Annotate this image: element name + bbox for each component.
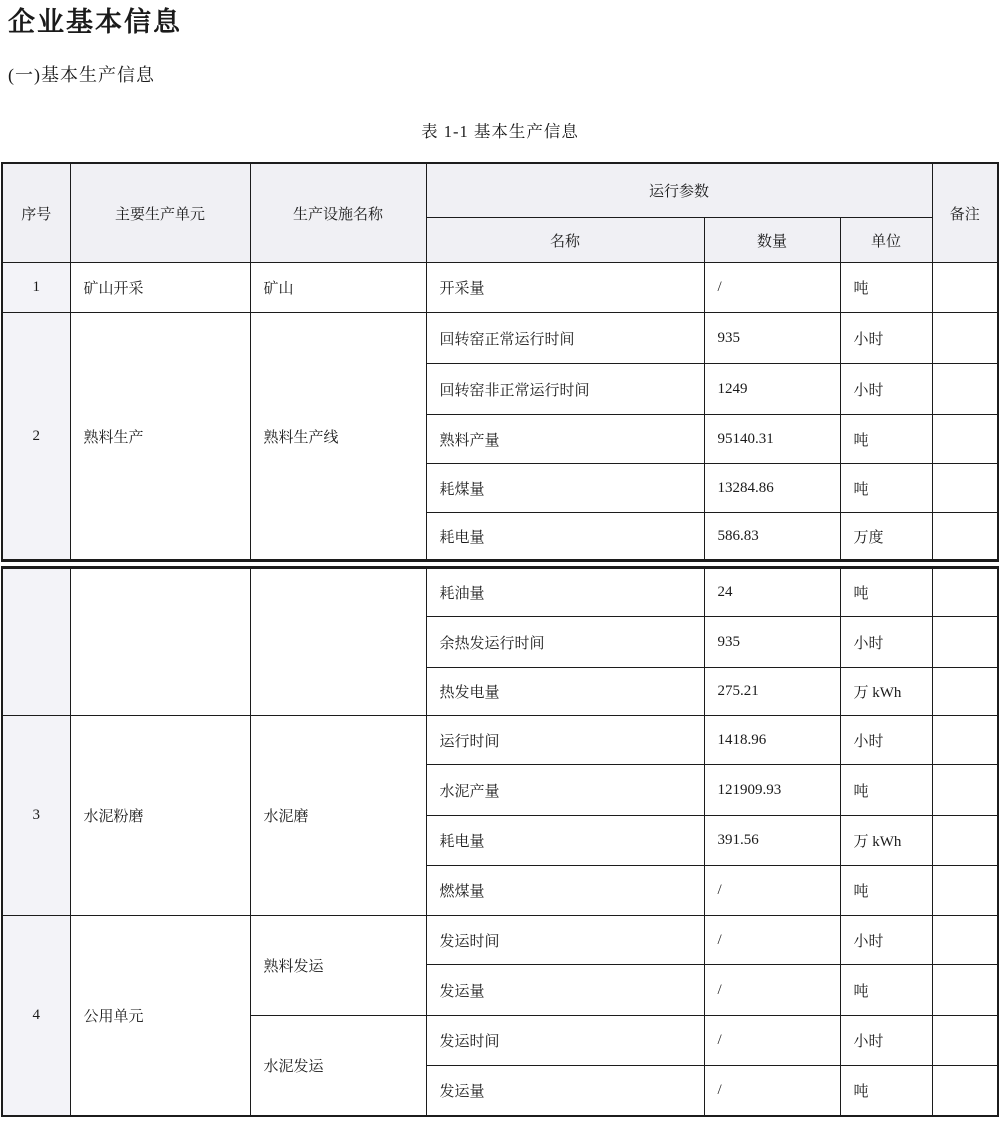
cell-param-name: 耗电量 [426, 816, 704, 866]
cell-param-qty: 275.21 [704, 668, 840, 716]
col-header-facility: 生产设施名称 [250, 163, 426, 263]
cell-no: 1 [2, 263, 70, 313]
cell-param-name: 发运时间 [426, 916, 704, 965]
col-header-param-qty: 数量 [704, 218, 840, 263]
cell-no: 3 [2, 716, 70, 916]
cell-param-qty: 121909.93 [704, 765, 840, 816]
cell-param-unit: 吨 [840, 965, 932, 1016]
cell-remark [932, 617, 998, 668]
cell-param-qty: / [704, 1066, 840, 1116]
cell-param-unit: 吨 [840, 464, 932, 513]
cell-main-unit: 矿山开采 [70, 263, 250, 313]
cell-param-name: 运行时间 [426, 716, 704, 765]
cell-remark [932, 464, 998, 513]
cell-main-unit: 公用单元 [70, 916, 250, 1116]
cell-param-unit: 小时 [840, 313, 932, 364]
cell-param-unit: 吨 [840, 263, 932, 313]
cell-param-name: 燃煤量 [426, 866, 704, 916]
cell-param-qty: 95140.31 [704, 415, 840, 464]
cell-param-unit: 万度 [840, 513, 932, 561]
cell-param-unit: 吨 [840, 1066, 932, 1116]
cell-remark [932, 816, 998, 866]
cell-param-name: 发运量 [426, 1066, 704, 1116]
cell-remark [932, 965, 998, 1016]
cell-param-name: 余热发运行时间 [426, 617, 704, 668]
table-row [2, 263, 998, 313]
table-row [2, 313, 998, 364]
cell-param-unit: 吨 [840, 568, 932, 617]
col-header-remark: 备注 [932, 163, 998, 263]
col-header-run-params: 运行参数 [426, 163, 932, 218]
col-header-param-name: 名称 [426, 218, 704, 263]
table-caption: 表 1-1 基本生产信息 [421, 121, 579, 141]
table-row [2, 716, 998, 765]
cell-remark [932, 415, 998, 464]
cell-param-qty: 1418.96 [704, 716, 840, 765]
cell-param-qty: / [704, 965, 840, 1016]
cell-no [2, 568, 70, 716]
cell-remark [932, 866, 998, 916]
cell-param-qty: 391.56 [704, 816, 840, 866]
cell-param-name: 耗电量 [426, 513, 704, 561]
cell-remark [932, 364, 998, 415]
cell-param-qty: / [704, 916, 840, 965]
cell-param-name: 耗油量 [426, 568, 704, 617]
cell-param-name: 回转窑非正常运行时间 [426, 364, 704, 415]
cell-main-unit: 水泥粉磨 [70, 716, 250, 916]
cell-facility [250, 568, 426, 716]
cell-main-unit [70, 568, 250, 716]
cell-no: 4 [2, 916, 70, 1116]
cell-param-unit: 吨 [840, 866, 932, 916]
table-row [2, 568, 998, 617]
cell-param-qty: 24 [704, 568, 840, 617]
cell-remark [932, 916, 998, 965]
header-row-1 [2, 163, 998, 218]
cell-facility: 熟料生产线 [250, 313, 426, 561]
cell-param-qty: 935 [704, 617, 840, 668]
cell-remark [932, 1066, 998, 1116]
cell-param-unit: 小时 [840, 916, 932, 965]
cell-param-unit: 小时 [840, 364, 932, 415]
cell-facility: 矿山 [250, 263, 426, 313]
cell-facility: 水泥发运 [250, 1016, 426, 1116]
section-heading: (一)基本生产信息 [8, 64, 155, 85]
cell-main-unit: 熟料生产 [70, 313, 250, 561]
cell-param-qty: / [704, 263, 840, 313]
cell-param-qty: 935 [704, 313, 840, 364]
cell-param-qty: 13284.86 [704, 464, 840, 513]
cell-param-name: 发运量 [426, 965, 704, 1016]
cell-param-unit: 吨 [840, 765, 932, 816]
cell-param-name: 开采量 [426, 263, 704, 313]
cell-remark [932, 765, 998, 816]
col-header-param-unit: 单位 [840, 218, 932, 263]
cell-param-qty: 1249 [704, 364, 840, 415]
cell-param-qty: / [704, 866, 840, 916]
cell-param-unit: 吨 [840, 415, 932, 464]
cell-remark [932, 263, 998, 313]
cell-param-unit: 小时 [840, 617, 932, 668]
cell-param-name: 水泥产量 [426, 765, 704, 816]
table-row [2, 916, 998, 965]
production-table-part2 [1, 566, 999, 1117]
cell-remark [932, 313, 998, 364]
cell-param-unit: 万 kWh [840, 668, 932, 716]
col-header-main-unit: 主要生产单元 [70, 163, 250, 263]
cell-no: 2 [2, 313, 70, 561]
cell-param-name: 热发电量 [426, 668, 704, 716]
cell-remark [932, 716, 998, 765]
cell-param-unit: 万 kWh [840, 816, 932, 866]
col-header-no: 序号 [2, 163, 70, 263]
cell-param-name: 回转窑正常运行时间 [426, 313, 704, 364]
page-title: 企业基本信息 [8, 7, 182, 37]
cell-param-qty: / [704, 1016, 840, 1066]
cell-remark [932, 1016, 998, 1066]
cell-remark [932, 568, 998, 617]
cell-remark [932, 513, 998, 561]
production-table-part1 [1, 162, 999, 563]
cell-param-name: 熟料产量 [426, 415, 704, 464]
cell-facility: 熟料发运 [250, 916, 426, 1016]
cell-param-qty: 586.83 [704, 513, 840, 561]
cell-remark [932, 668, 998, 716]
cell-param-unit: 小时 [840, 1016, 932, 1066]
cell-param-name: 耗煤量 [426, 464, 704, 513]
cell-param-name: 发运时间 [426, 1016, 704, 1066]
cell-param-unit: 小时 [840, 716, 932, 765]
cell-facility: 水泥磨 [250, 716, 426, 916]
